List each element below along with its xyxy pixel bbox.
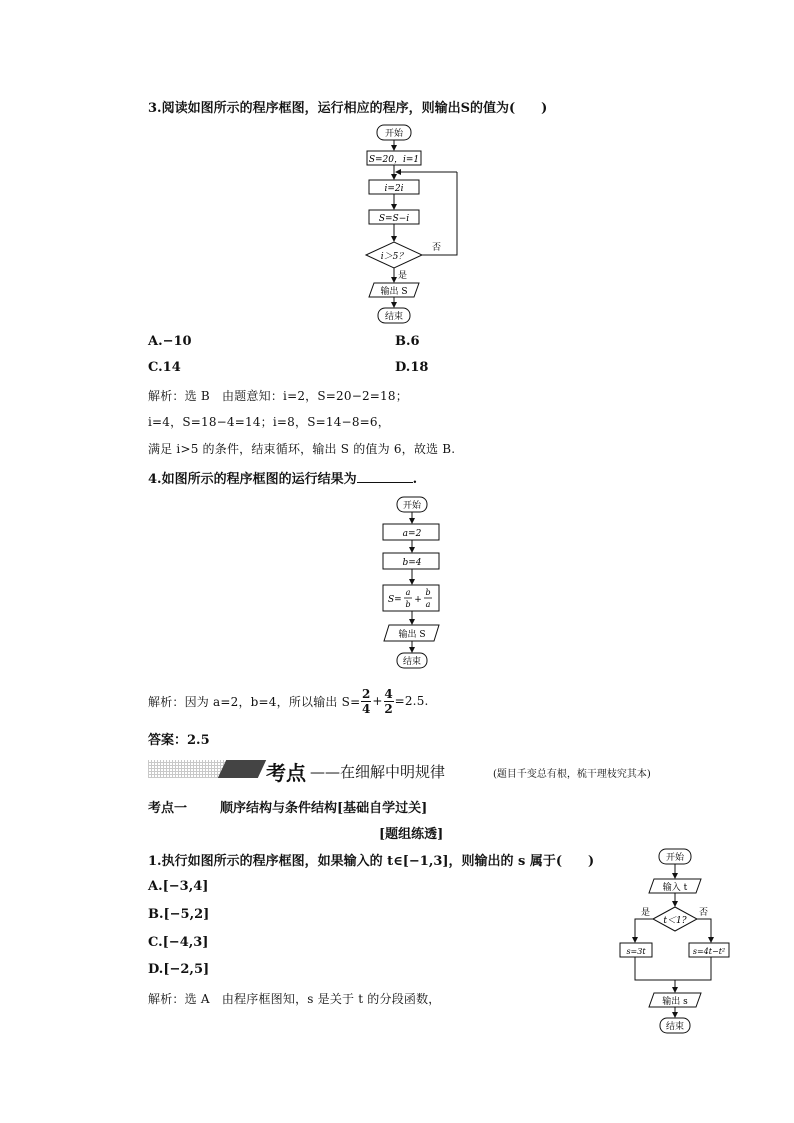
q4-sol-frac2: [384, 688, 394, 715]
q4-solution-prefix: 解析：因为 a=2，b=4，所以输出 S=: [148, 694, 361, 709]
q4-frac2-den: a: [425, 600, 431, 609]
topic-title: 顺序结构与条件结构[基础自学过关]: [220, 801, 428, 816]
q4-frac1-den: b: [405, 600, 411, 609]
q4-frac2-num: b: [425, 588, 431, 597]
q1-right-text: s=4t−t²: [692, 947, 726, 956]
q4-step2-text: b=4: [402, 558, 422, 568]
q3-option-a: A.−10: [148, 334, 192, 349]
q4-flowchart: [375, 494, 455, 672]
q1-option-c: C.[−4,3]: [148, 935, 209, 950]
q1-end-text: 结束: [665, 1022, 685, 1032]
section-subtitle: ——在细解中明规律: [310, 763, 446, 781]
q3-decision-text: i＞5？: [380, 252, 408, 262]
q3-solution-line2: i=4，S=18−4=14；i=8，S=14−8=6，: [148, 415, 390, 429]
q4-sol-frac2-num: 4: [384, 686, 393, 701]
q4-end-text: 结束: [402, 657, 422, 667]
q4-step1-text: a=2: [402, 529, 422, 539]
section-header-pattern: [148, 760, 228, 778]
q4-frac1-num: a: [405, 588, 411, 597]
q3-step2-text: S=S−i: [378, 214, 410, 224]
q1-question: 1.执行如图所示的程序框图，如果输入的 t∈[−1,3]，则输出的 s 属于( ): [148, 854, 595, 869]
q3-solution-line3: 满足 i>5 的条件，结束循环，输出 S 的值为 6，故选 B.: [148, 442, 456, 456]
q4-sol-frac2-den: 2: [384, 701, 393, 716]
q4-sol-frac1-den: 4: [362, 701, 371, 716]
q4-plus: +: [414, 595, 422, 605]
q4-sol-frac1: [361, 688, 371, 715]
q1-output-text: 输出 s: [662, 997, 688, 1007]
q1-yes-label: 是: [641, 908, 651, 918]
subheading: [题组练透]: [379, 827, 444, 842]
section-note: (题目千变总有根，梳干理枝究其本): [493, 769, 651, 780]
q3-step1-text: i=2i: [384, 184, 404, 194]
q3-solution-line1: 解析：选 B 由题意知：i=2，S=20−2=18；: [148, 389, 408, 403]
q4-start-text: 开始: [402, 501, 422, 511]
topic-label: 考点一: [148, 801, 188, 816]
q3-end-text: 结束: [384, 312, 404, 322]
q4-question-text: 4.如图所示的程序框图的运行结果为: [148, 472, 357, 487]
q4-question: [148, 468, 417, 487]
q4-sol-frac1-num: 2: [362, 686, 371, 701]
q1-decision-text: t＜1?: [663, 916, 687, 926]
q3-question: 3.阅读如图所示的程序框图，运行相应的程序，则输出S的值为( ): [148, 101, 548, 116]
q1-start-text: 开始: [665, 853, 685, 863]
q4-step3-prefix: S=: [388, 595, 402, 605]
q1-left-text: s=3t: [626, 947, 646, 956]
q3-start-text: 开始: [384, 129, 404, 139]
q4-question-end: .: [412, 472, 418, 487]
q1-solution: 解析：选 A 由程序框图知，s 是关于 t 的分段函数，: [148, 992, 441, 1006]
q4-sol-result: =2.5.: [394, 694, 429, 708]
q3-flowchart: [360, 120, 470, 326]
q3-no-label: 否: [432, 243, 442, 253]
q1-flowchart: [615, 845, 740, 1037]
q1-no-label: 否: [699, 908, 709, 918]
q4-answer-blank: [357, 470, 413, 483]
q3-yes-label: 是: [398, 271, 408, 281]
q4-solution: [148, 683, 429, 719]
q3-output-text: 输出 S: [380, 287, 408, 297]
section-header-slash: [218, 760, 266, 778]
q1-input-text: 输入 t: [662, 883, 688, 893]
q1-option-d: D.[−2,5]: [148, 962, 210, 977]
q4-answer: 答案：2.5: [148, 733, 210, 748]
q1-option-b: B.[−5,2]: [148, 907, 210, 922]
q4-sol-plus: +: [372, 694, 383, 708]
q3-option-d: D.18: [395, 360, 429, 375]
q1-option-a: A.[−3,4]: [148, 879, 209, 894]
q3-option-c: C.14: [148, 360, 181, 375]
q3-option-b: B.6: [395, 334, 420, 349]
q4-output-text: 输出 S: [398, 630, 426, 640]
q3-init-text: S=20，i=1: [368, 155, 420, 165]
section-title: 考点: [266, 761, 306, 785]
